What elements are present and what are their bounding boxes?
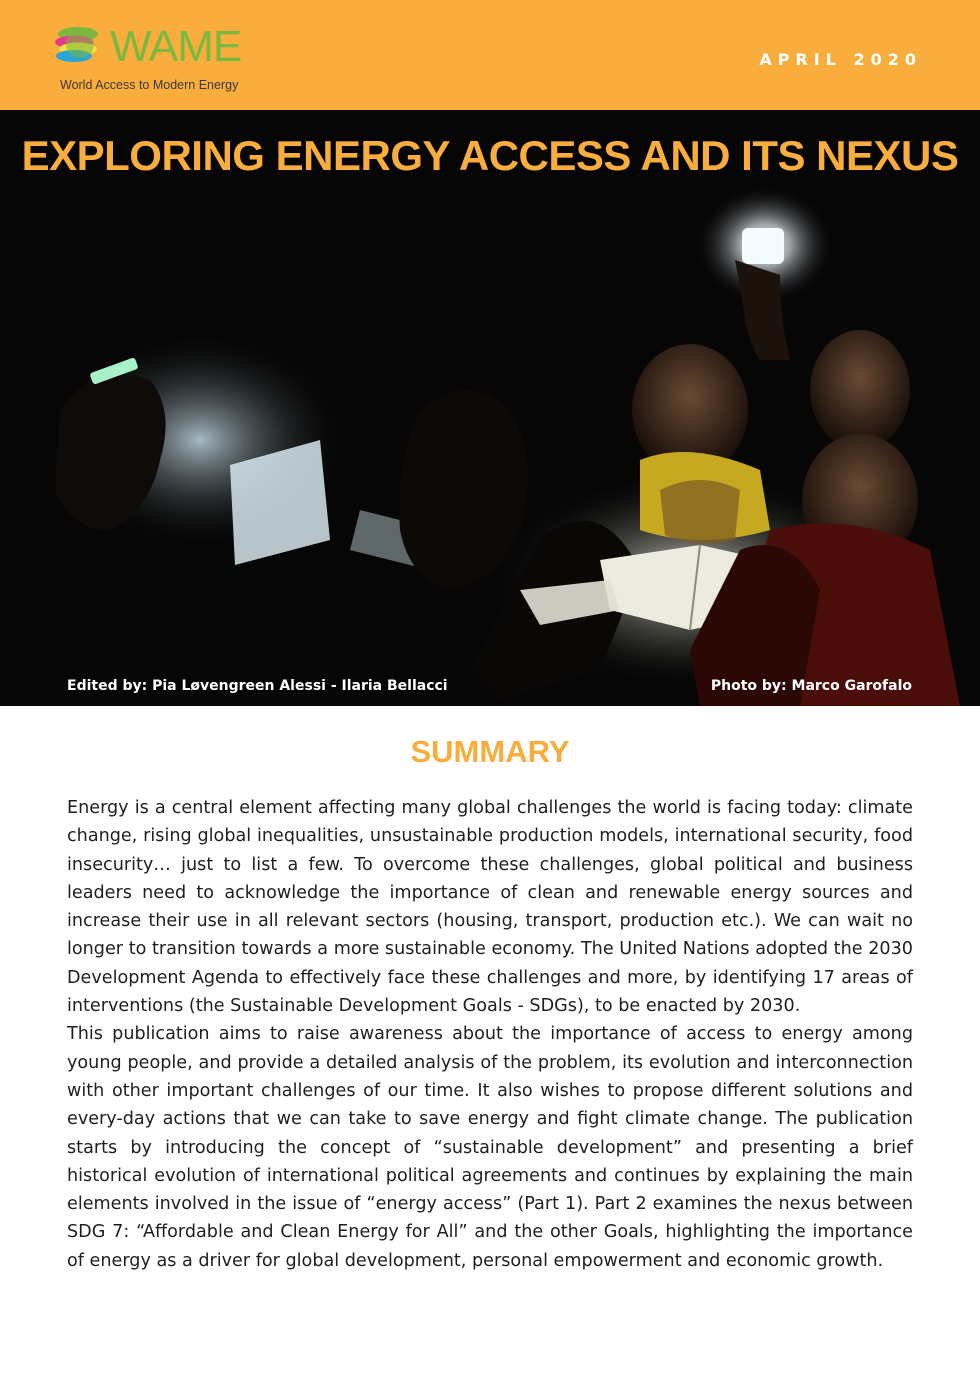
summary-paragraph: Energy is a central element affecting many global challenges the world is facing today: climate change, rising global inequalities, unsustainable production models, international security, food insecurity… just to list a few. To overcome these challenges, global political and business leaders need to acknowledge the importance of clean and renewable energy sources and increase their use in all relevant sectors (housing, transport, production etc.). We can wait no longer to transition towards a more sustainable economy. The United Nations adopted the 2030 Development Agenda to effectively face these challenges and more, by identifying 17 areas of interventions (the Sustainable Development Goals - SDGs), to be enacted by 2030.	[67, 798, 913, 1017]
photo-credit: Photo by: Marco Garofalo	[710, 678, 912, 694]
summary-body	[67, 794, 913, 1275]
publication-date: APRIL 2020	[759, 50, 922, 69]
wame-logo[interactable]	[52, 22, 252, 96]
summary-paragraph: This publication aims to raise awareness about the importance of access to energy among young people, and provide a detailed analysis of the problem, its evolution and interconnection with other important challenges of our time. It also wishes to propose different solutions and every-day actions that we can take to save energy and fight climate change. The publication starts by introducing the concept of “sustainable development” and presenting a brief historical evolution of international political agreements and continues by explaining the main elements involved in the issue of “energy access” (Part 1). Part 2 examines the nexus between SDG 7: “Affordable and Clean Energy for All” and the other Goals, highlighting the importance of energy as a driver for global development, personal empowerment and economic growth.	[67, 1024, 913, 1271]
logo-tagline: World Access to Modern Energy	[60, 78, 239, 92]
cover-title: EXPLORING ENERGY ACCESS AND ITS NEXUS	[21, 132, 959, 179]
hero-photo	[0, 110, 980, 706]
summary-heading: SUMMARY	[410, 734, 570, 769]
editor-credit: Edited by: Pia Løvengreen Alessi - Ilaria Bellacci	[67, 678, 448, 694]
wame-logo-icon	[52, 22, 108, 70]
cover-photo-illustration	[0, 110, 980, 706]
logo-wordmark: WAME	[110, 22, 242, 71]
header-band	[0, 0, 980, 110]
